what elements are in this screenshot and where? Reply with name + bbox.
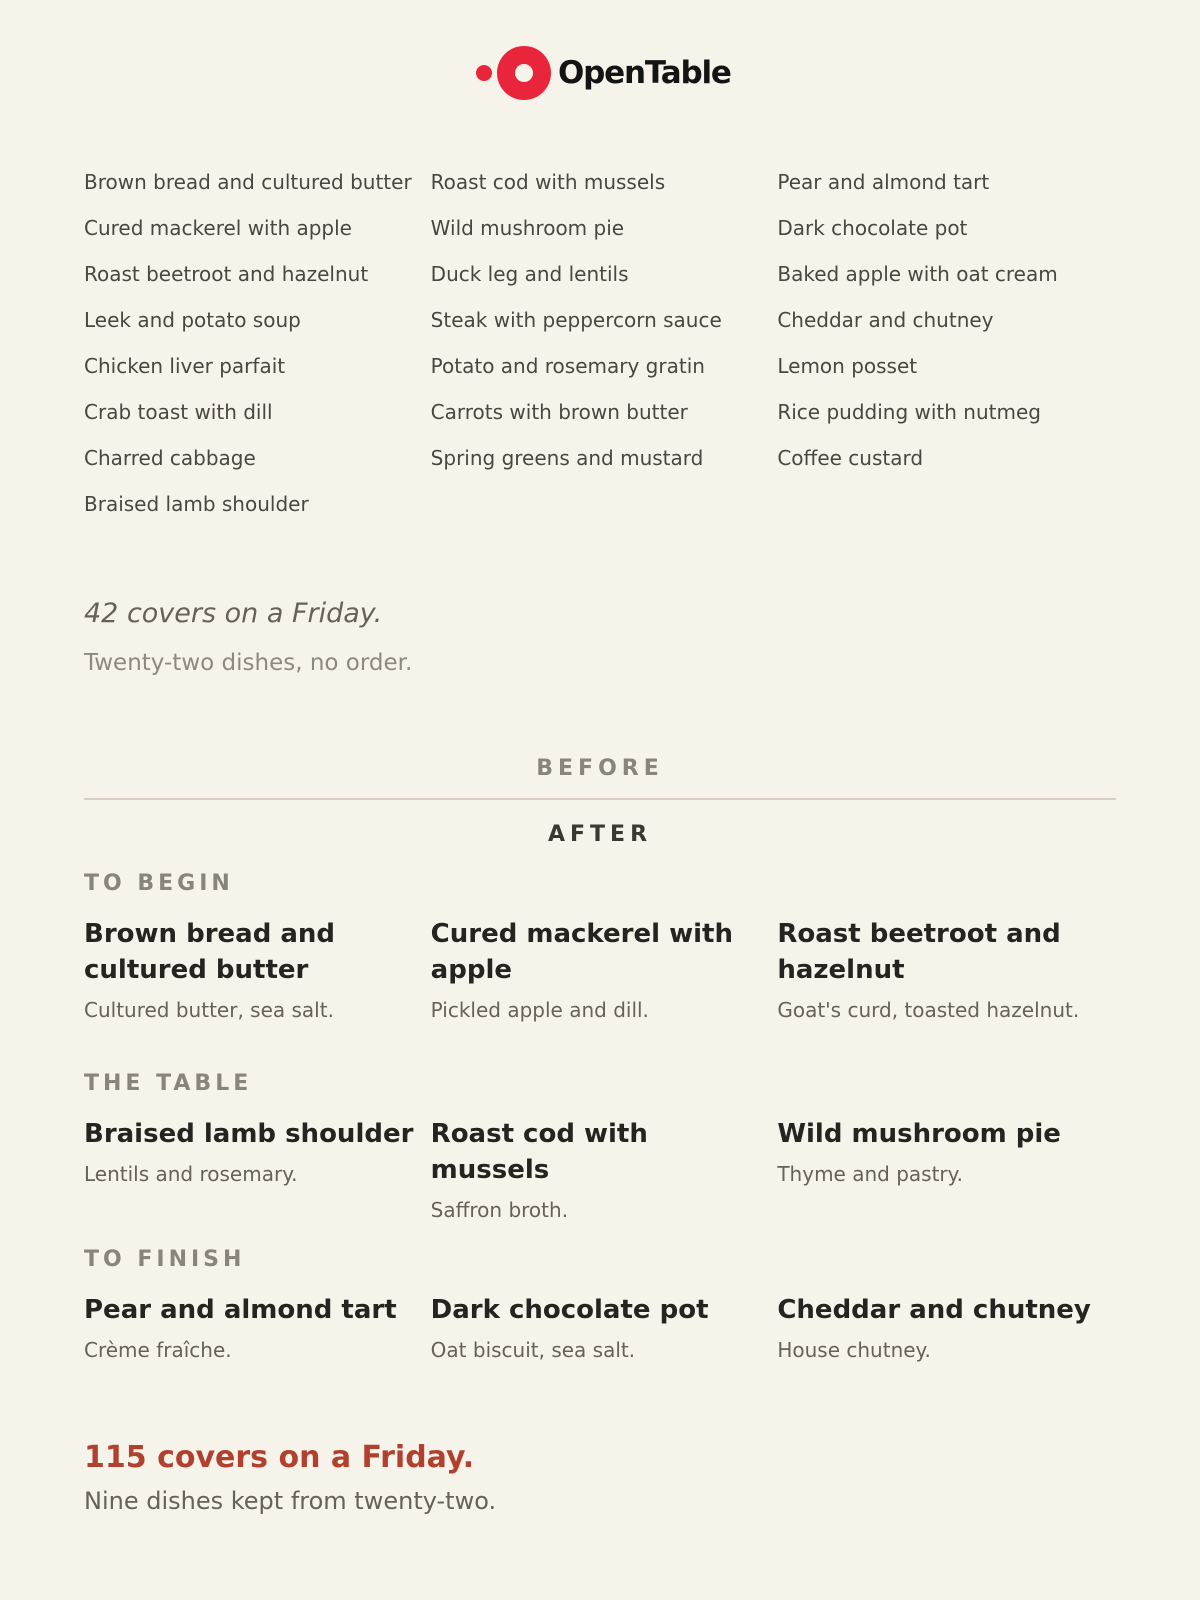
before-dish: Roast cod with mussels: [430, 170, 666, 194]
dish-description: Saffron broth.: [430, 1198, 569, 1222]
before-covers-stat: 42 covers on a Friday.: [84, 598, 383, 629]
dish-description: Lentils and rosemary.: [84, 1162, 298, 1186]
section-title: TO FINISH: [84, 1247, 246, 1272]
before-column-3: [777, 166, 1124, 534]
dish-card: [84, 916, 431, 1024]
before-dish: Spring greens and mustard: [430, 446, 704, 470]
before-dish: Brown bread and cultured butter: [84, 170, 412, 194]
dish-card: [431, 916, 778, 1024]
dish-card: [777, 916, 1124, 1024]
dish-card: [84, 1116, 431, 1224]
after-dishes-note: Nine dishes kept from twenty-two.: [84, 1487, 497, 1515]
before-dish: Cheddar and chutney: [777, 308, 994, 332]
before-dish: Pear and almond tart: [777, 170, 990, 194]
before-column-1: [84, 166, 431, 534]
opentable-logo: [476, 44, 731, 102]
before-dishes-note: Twenty-two dishes, no order.: [84, 650, 413, 676]
logo-wordmark: OpenTable: [558, 55, 731, 91]
logo-ring-icon: [497, 46, 551, 100]
dish-description: Crème fraîche.: [84, 1338, 232, 1362]
dish-name: Pear and almond tart: [84, 1295, 397, 1325]
before-dish: Duck leg and lentils: [430, 262, 629, 286]
before-dish: Cured mackerel with apple: [84, 216, 352, 240]
before-after-divider: [84, 798, 1116, 800]
before-dish: Rice pudding with nutmeg: [777, 400, 1041, 424]
before-dish: Charred cabbage: [84, 446, 256, 470]
dish-name: Roast beetroot and hazelnut: [777, 919, 1061, 985]
before-dish: Wild mushroom pie: [430, 216, 625, 240]
dish-name: Roast cod with mussels: [430, 1119, 648, 1185]
before-dish: Leek and potato soup: [84, 308, 301, 332]
after-label: AFTER: [547, 822, 653, 847]
before-dish: Roast beetroot and hazelnut: [84, 262, 369, 286]
before-dish: Braised lamb shoulder: [84, 492, 309, 516]
section-title: TO BEGIN: [84, 871, 234, 896]
dish-description: House chutney.: [777, 1338, 931, 1362]
dish-row: [84, 1292, 1124, 1364]
before-dish: Steak with peppercorn sauce: [430, 308, 722, 332]
dish-name: Brown bread and cultured butter: [84, 919, 336, 985]
logo-dot-icon: [476, 65, 492, 81]
dish-description: Pickled apple and dill.: [430, 998, 649, 1022]
section-the-table: [84, 1068, 1124, 1224]
after-covers-stat: 115 covers on a Friday.: [84, 1440, 475, 1475]
section-title: THE TABLE: [84, 1071, 253, 1096]
dish-name: Wild mushroom pie: [777, 1119, 1061, 1149]
section-to-begin: [84, 868, 1124, 1024]
before-dish: Dark chocolate pot: [777, 216, 968, 240]
before-dish: Lemon posset: [777, 354, 918, 378]
dish-description: Goat's curd, toasted hazelnut.: [777, 998, 1080, 1022]
dish-name: Dark chocolate pot: [430, 1295, 709, 1325]
dish-card: [431, 1292, 778, 1364]
before-dish: Carrots with brown butter: [430, 400, 688, 424]
dish-description: Cultured butter, sea salt.: [84, 998, 334, 1022]
dish-row: [84, 1116, 1124, 1224]
dish-name: Braised lamb shoulder: [84, 1119, 414, 1149]
menu-page: [84, 0, 1116, 1600]
before-dish-list: [84, 166, 1124, 534]
dish-name: Cured mackerel with apple: [430, 919, 733, 985]
before-column-2: [431, 166, 778, 534]
before-dish: Crab toast with dill: [84, 400, 273, 424]
dish-description: Oat biscuit, sea salt.: [430, 1338, 636, 1362]
before-dish: Coffee custard: [777, 446, 924, 470]
dish-card: [84, 1292, 431, 1364]
section-to-finish: [84, 1244, 1124, 1364]
before-label: BEFORE: [536, 756, 664, 781]
dish-card: [777, 1116, 1124, 1224]
before-dish: Baked apple with oat cream: [777, 262, 1058, 286]
dish-card: [777, 1292, 1124, 1364]
dish-card: [431, 1116, 778, 1224]
dish-name: Cheddar and chutney: [777, 1295, 1091, 1325]
dish-row: [84, 916, 1124, 1024]
before-dish: Chicken liver parfait: [84, 354, 286, 378]
before-dish: Potato and rosemary gratin: [430, 354, 705, 378]
dish-description: Thyme and pastry.: [777, 1162, 963, 1186]
